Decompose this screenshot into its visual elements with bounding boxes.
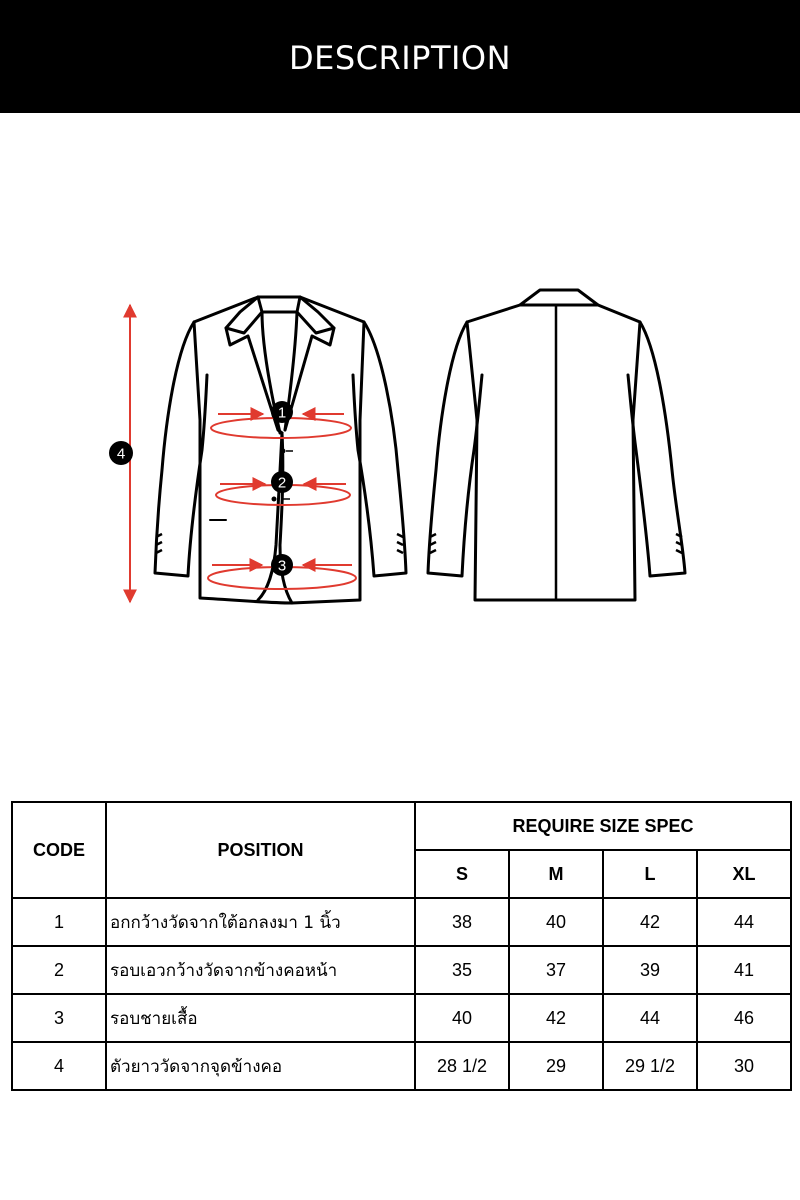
row-position: อกกว้างวัดจากใต้อกลงมา 1 นิ้ว (106, 898, 415, 946)
header-size-xl: XL (697, 850, 791, 898)
header-bar (0, 0, 800, 113)
jacket-diagram (0, 113, 800, 733)
marker-3 (271, 554, 293, 576)
row-value-s: 35 (415, 946, 509, 994)
table-row (12, 1042, 791, 1090)
button-1 (281, 449, 286, 454)
header-size-m: M (509, 850, 603, 898)
svg-text:1: 1 (277, 404, 287, 422)
row-position: ตัวยาววัดจากจุดข้างคอ (106, 1042, 415, 1090)
button-2 (272, 497, 277, 502)
row-value-l: 29 1/2 (603, 1042, 697, 1090)
table-row (12, 994, 791, 1042)
row-value-m: 37 (509, 946, 603, 994)
table-row (12, 898, 791, 946)
marker-1 (271, 401, 293, 423)
row-value-m: 42 (509, 994, 603, 1042)
row-code: 3 (12, 994, 106, 1042)
marker-2 (271, 471, 293, 493)
row-value-m: 29 (509, 1042, 603, 1090)
row-code: 2 (12, 946, 106, 994)
row-code: 4 (12, 1042, 106, 1090)
page-title: DESCRIPTION (288, 38, 512, 77)
row-value-l: 42 (603, 898, 697, 946)
header-position: POSITION (106, 802, 415, 898)
row-position: รอบเอวกว้างวัดจากข้างคอหน้า (106, 946, 415, 994)
row-code: 1 (12, 898, 106, 946)
svg-text:3: 3 (277, 557, 287, 575)
row-value-m: 40 (509, 898, 603, 946)
table-row (12, 946, 791, 994)
row-value-xl: 46 (697, 994, 791, 1042)
marker-4 (109, 441, 133, 465)
row-value-s: 38 (415, 898, 509, 946)
row-position: รอบชายเสื้อ (106, 994, 415, 1042)
row-value-s: 40 (415, 994, 509, 1042)
header-size-l: L (603, 850, 697, 898)
jacket-back (428, 290, 685, 600)
header-code: CODE (12, 802, 106, 898)
row-value-xl: 41 (697, 946, 791, 994)
size-spec-table (11, 801, 792, 1091)
header-size-s: S (415, 850, 509, 898)
svg-text:2: 2 (277, 474, 287, 492)
row-value-s: 28 1/2 (415, 1042, 509, 1090)
row-value-l: 39 (603, 946, 697, 994)
row-value-xl: 30 (697, 1042, 791, 1090)
header-require-size-spec: REQUIRE SIZE SPEC (415, 802, 791, 850)
svg-text:4: 4 (116, 445, 126, 463)
row-value-l: 44 (603, 994, 697, 1042)
row-value-xl: 44 (697, 898, 791, 946)
